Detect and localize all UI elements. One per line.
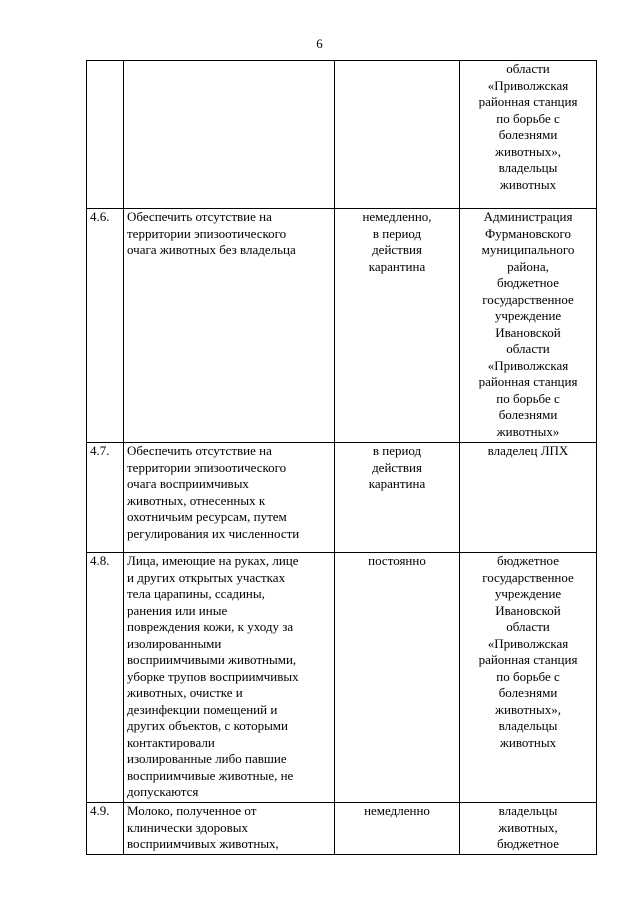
responsible-line: учреждение — [494, 308, 562, 323]
responsible-line: государственное — [482, 569, 574, 585]
responsible-line: владельцы — [498, 160, 558, 175]
responsible-line: бюджетное — [497, 275, 559, 290]
term-line: немедленно — [364, 803, 430, 818]
term-line: карантина — [368, 476, 426, 491]
action-line: тела царапины, ссадины, — [127, 586, 265, 601]
action-line: территории эпизоотического — [127, 225, 287, 241]
action-line: Лица, имеющие на руках, лице — [127, 553, 299, 568]
action-line: контактировали — [127, 734, 215, 750]
term-cell — [335, 803, 460, 855]
item-number-cell: 4.7. — [87, 443, 124, 553]
item-number-cell — [87, 61, 124, 209]
responsible-line: болезнями — [498, 127, 558, 142]
action-line: регулирования их численности — [127, 525, 300, 541]
responsible-line: области — [506, 61, 550, 76]
term-line: действия — [372, 459, 422, 475]
action-line: Обеспечить отсутствие на — [127, 443, 272, 458]
action-line: и других открытых участках — [127, 569, 286, 585]
responsible-line: бюджетное — [497, 836, 559, 851]
action-line: охотничьим ресурсам, путем — [127, 509, 287, 524]
action-line: восприимчивые животные, не — [127, 767, 294, 783]
responsible-line: владелец ЛПХ — [487, 443, 569, 458]
responsible-line: владельцы — [498, 718, 558, 733]
responsible-line: животных», — [495, 143, 561, 159]
responsible-cell — [460, 209, 597, 443]
responsible-line: по борьбе с — [496, 668, 560, 684]
term-line: карантина — [368, 258, 426, 274]
term-line: в период — [372, 443, 422, 458]
action-line: дезинфекции помещений и — [127, 701, 278, 717]
action-line: Молоко, полученное от — [127, 803, 257, 818]
term-cell — [335, 443, 460, 553]
action-line: клинически здоровых — [127, 819, 248, 835]
table-row — [87, 61, 597, 209]
responsible-cell — [460, 803, 597, 855]
action-cell — [124, 553, 335, 803]
action-line: очага животных без владельца — [127, 242, 296, 257]
responsible-line: районная станция — [478, 374, 578, 389]
action-line: животных, отнесенных к — [127, 492, 266, 508]
item-number-cell: 4.9. — [87, 803, 124, 855]
responsible-line: животных — [499, 734, 557, 750]
responsible-line: районная станция — [478, 652, 578, 667]
measures-table — [86, 60, 597, 855]
item-number-cell: 4.6. — [87, 209, 124, 443]
action-cell — [124, 61, 335, 209]
responsible-line: по борьбе с — [496, 110, 560, 126]
responsible-line: Ивановской — [495, 602, 561, 618]
responsible-line: болезнями — [498, 685, 558, 700]
term-line: действия — [372, 242, 422, 257]
action-cell — [124, 443, 335, 553]
responsible-line: животных», — [495, 701, 561, 717]
table-row — [87, 553, 597, 803]
responsible-line: животных — [499, 176, 557, 192]
responsible-line: по борьбе с — [496, 390, 560, 406]
responsible-cell — [460, 61, 597, 209]
responsible-line: районная станция — [478, 94, 578, 109]
responsible-line: владельцы — [498, 803, 558, 818]
item-number-cell: 4.8. — [87, 553, 124, 803]
responsible-cell — [460, 553, 597, 803]
action-line: Обеспечить отсутствие на — [127, 209, 272, 224]
action-line: очага восприимчивых — [127, 476, 249, 491]
term-line: немедленно, — [362, 209, 432, 224]
action-line: повреждения кожи, к уходу за — [127, 619, 294, 634]
responsible-line: области — [506, 619, 550, 634]
action-line: территории эпизоотического — [127, 459, 287, 475]
page-number: 6 — [316, 36, 323, 51]
action-line: ранения или иные — [127, 602, 228, 618]
table-body — [87, 61, 597, 855]
term-cell — [335, 553, 460, 803]
responsible-line: «Приволжская — [487, 77, 569, 93]
action-line: восприимчивыми животными, — [127, 652, 297, 667]
responsible-line: Администрация — [483, 209, 573, 224]
table-row — [87, 803, 597, 855]
term-cell — [335, 209, 460, 443]
responsible-line: Ивановской — [495, 324, 561, 340]
action-line: допускаются — [127, 784, 199, 799]
term-line: постоянно — [368, 553, 426, 568]
action-line: уборке трупов восприимчивых — [127, 668, 299, 684]
responsible-line: «Приволжская — [487, 635, 569, 651]
responsible-line: бюджетное — [497, 553, 559, 568]
table-row — [87, 443, 597, 553]
responsible-line: животных, — [498, 819, 558, 835]
action-line: животных, очистке и — [127, 685, 243, 700]
action-cell — [124, 803, 335, 855]
action-line: изолированные либо павшие — [127, 751, 287, 766]
responsible-line: учреждение — [494, 586, 562, 601]
responsible-line: района, — [507, 258, 549, 274]
responsible-line: «Приволжская — [487, 357, 569, 373]
responsible-line: муниципального — [481, 242, 575, 257]
action-cell — [124, 209, 335, 443]
responsible-line: области — [506, 341, 550, 356]
term-cell — [335, 61, 460, 209]
action-line: восприимчивых животных, — [127, 836, 279, 851]
responsible-line: Фурмановского — [485, 225, 571, 241]
table-row — [87, 209, 597, 443]
term-line: в период — [372, 225, 422, 241]
action-line: других объектов, с которыми — [127, 718, 288, 733]
action-line: изолированными — [127, 635, 222, 651]
responsible-line: болезнями — [498, 407, 558, 422]
responsible-line: государственное — [482, 291, 574, 307]
responsible-line: животных» — [496, 423, 560, 439]
responsible-cell — [460, 443, 597, 553]
